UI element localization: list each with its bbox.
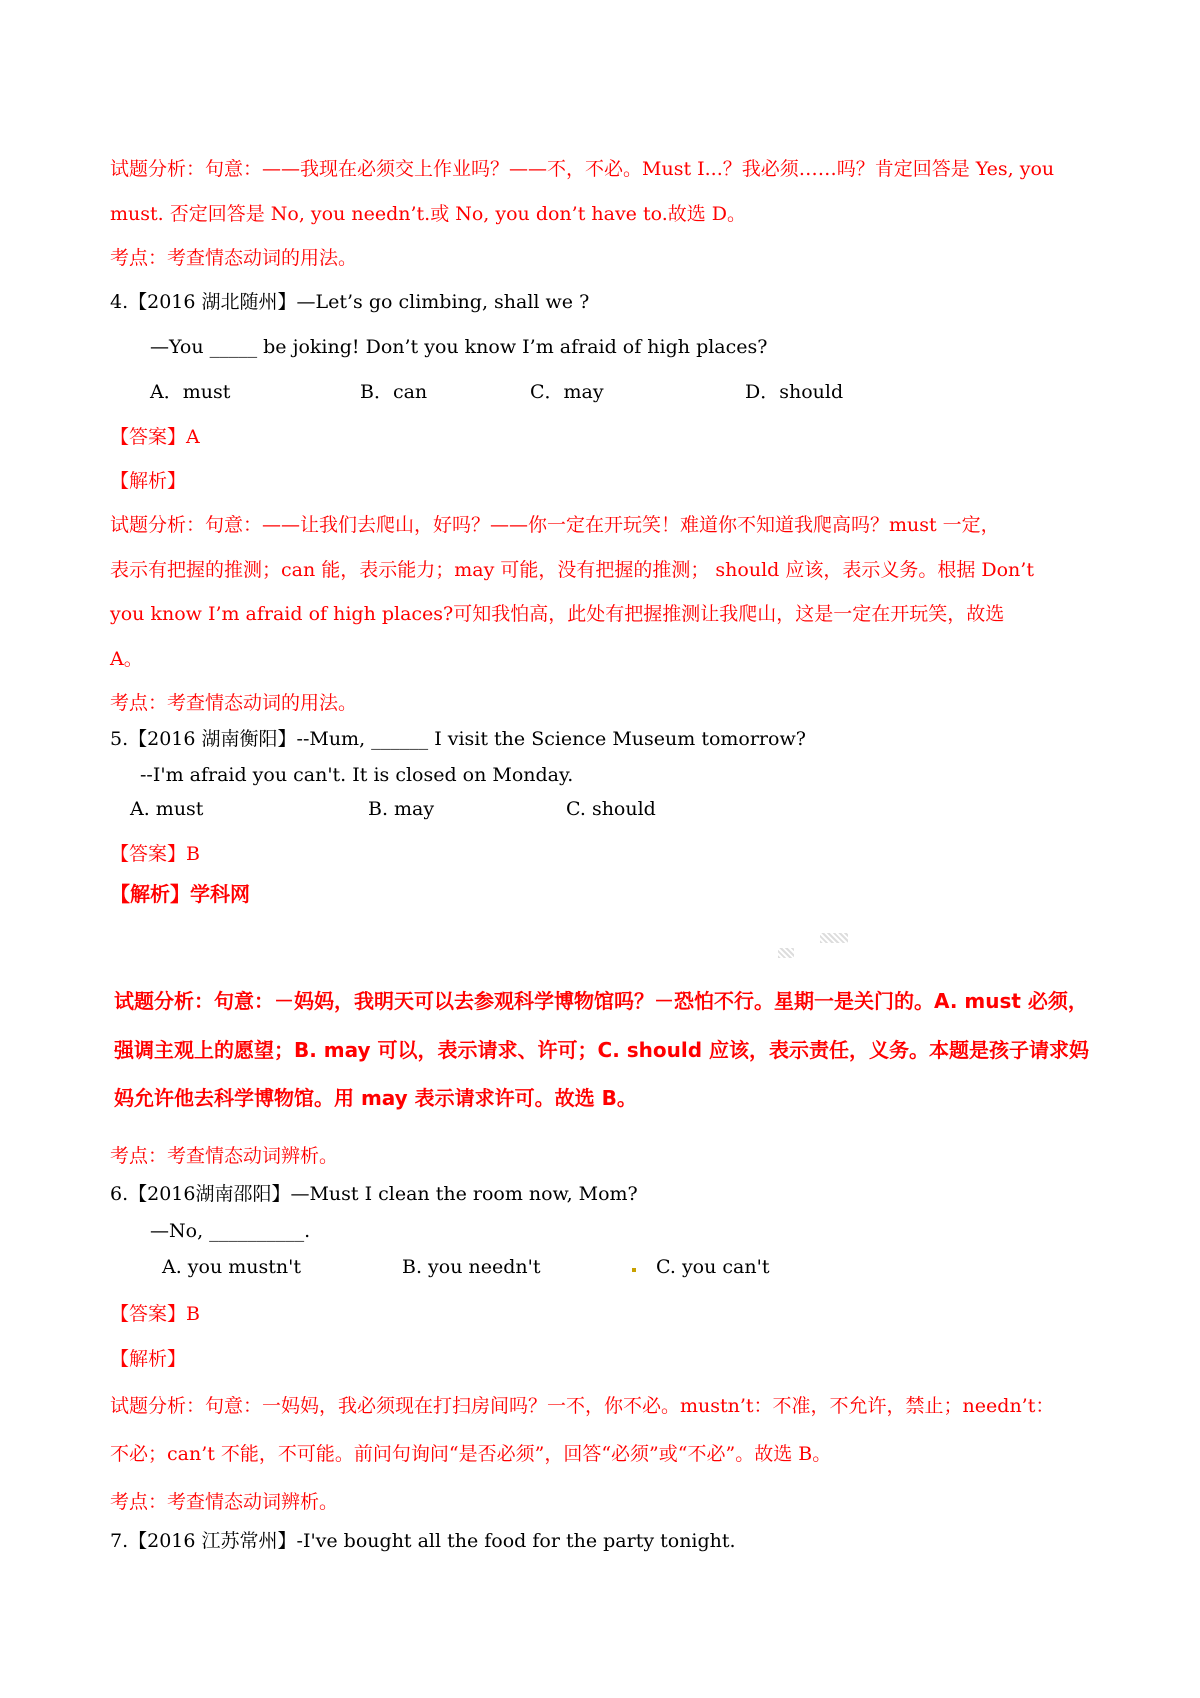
option-a: A．must [150,381,231,403]
analysis-text: must. 否定回答是 No, you needn’t.或 No, you don’t have to.故选 D。 [110,203,747,225]
analysis-text: 强调主观上的愿望；B. may 可以，表示请求、许可；C. should 应该，表示责任，义务。本题是孩子请求妈 [114,1038,1090,1062]
option-b: B. you needn't [402,1256,541,1278]
watermark-mark [820,933,848,943]
option-a: A. you mustn't [162,1256,301,1278]
analysis-text: 试题分析：句意：——我现在必须交上作业吗？——不，不必。Must I...？我必须……吗？肯定回答是 Yes, you [110,158,1055,180]
stray-dot [632,1268,636,1272]
exam-point: 考点：考查情态动词辨析。 [110,1491,339,1513]
option-c: C. you can't [656,1256,770,1278]
option-c: C．may [530,381,604,403]
answer-label: 【答案】A [110,426,200,448]
exam-point: 考点：考查情态动词的用法。 [110,247,358,269]
exam-point: 考点：考查情态动词辨析。 [110,1145,339,1167]
analysis-text: 表示有把握的推测；can 能，表示能力；may 可能，没有把握的推测； should 应该，表示义务。根据 Don’t [110,559,1034,581]
analysis-text: 不必；can’t 不能，不可能。前问句询问“是否必须”，回答“必须”或“不必”。故选 B。 [110,1443,832,1465]
question-stem: 6.【2016湖南邵阳】—Must I clean the room now, Mom? [110,1183,638,1205]
option-b: B. may [368,798,435,820]
question-dialog: —No, __________. [150,1220,311,1242]
answer-label: 【答案】B [110,1303,200,1325]
exam-point: 考点：考查情态动词的用法。 [110,692,358,714]
watermark-mark [778,948,794,958]
question-stem: 7.【2016 江苏常州】-I've bought all the food for the party tonight. [110,1530,736,1552]
question-dialog: --I'm afraid you can't. It is closed on Monday. [140,764,574,786]
analysis-text: 试题分析：句意：－妈妈，我明天可以去参观科学博物馆吗？－恐怕不行。星期一是关门的。A. must 必须， [114,989,1088,1013]
option-b: B．can [360,381,428,403]
analysis-text: A。 [110,648,143,670]
analysis-text: 试题分析：句意：——让我们去爬山，好吗？——你一定在开玩笑！难道你不知道我爬高吗？must 一定， [110,514,1000,536]
analysis-heading: 【解析】学科网 [110,882,250,906]
analysis-heading: 【解析】 [110,470,187,492]
option-d: D．should [745,381,844,403]
question-dialog: —You _____ be joking! Don’t you know I’m afraid of high places? [150,336,768,358]
analysis-text: 妈允许他去科学博物馆。用 may 表示请求许可。故选 B。 [114,1086,637,1110]
question-stem: 4.【2016 湖北随州】—Let’s go climbing, shall we ? [110,291,590,313]
analysis-text: you know I’m afraid of high places?可知我怕高，此处有把握推测让我爬山，这是一定在开玩笑，故选 [110,603,1005,625]
analysis-heading: 【解析】 [110,1348,187,1370]
answer-label: 【答案】B [110,843,200,865]
analysis-text: 试题分析：句意：一妈妈，我必须现在打扫房间吗？一不，你不必。mustn’t：不准，不允许，禁止；needn’t： [110,1395,1055,1417]
question-stem: 5.【2016 湖南衡阳】--Mum, ______ I visit the Science Museum tomorrow? [110,728,806,750]
option-a: A. must [130,798,204,820]
option-c: C. should [566,798,656,820]
